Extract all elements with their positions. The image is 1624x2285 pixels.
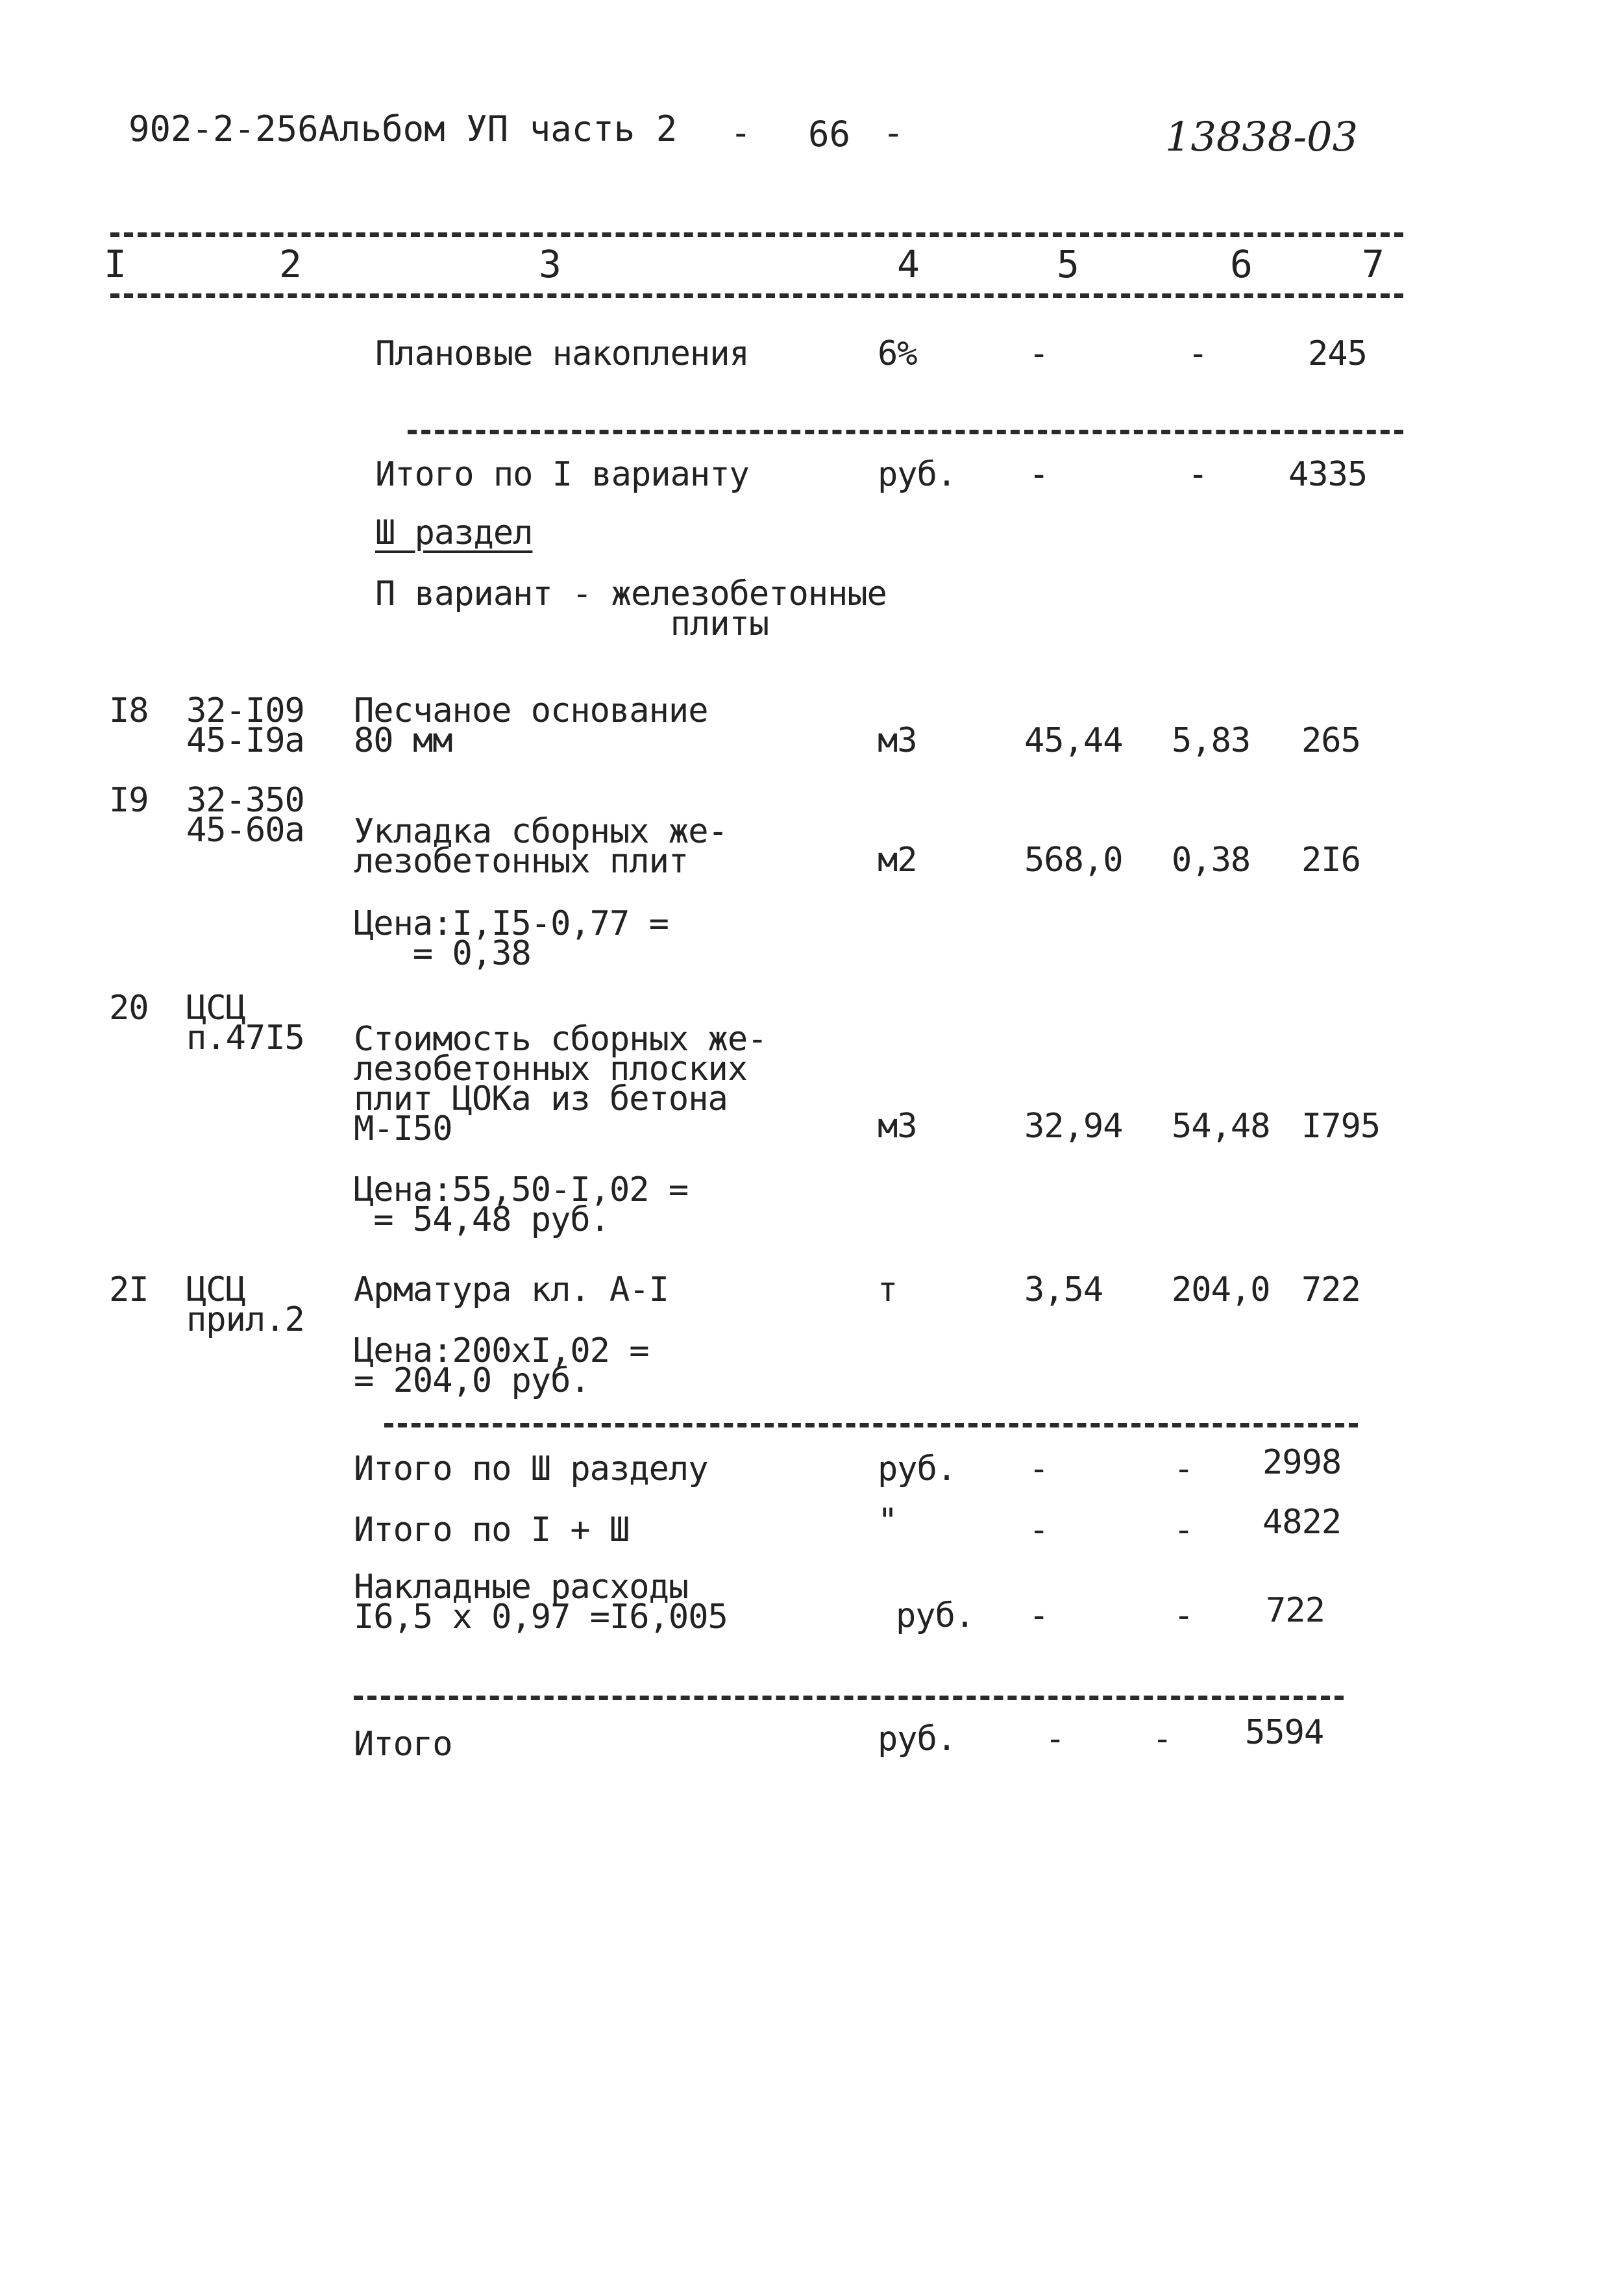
item-price: 5,83 [1172,721,1251,760]
overhead-name: Накладные расходы I6,5 х 0,97 =I6,005 [354,1568,728,1637]
album-reference: 902-2-256Альбом УП часть 2 [129,108,678,149]
subtotal-v1-qty: - [1029,455,1049,494]
item-unit: м3 [878,721,917,760]
item-price: 54,48 [1172,1107,1270,1146]
archive-number: 13838-03 [1165,113,1359,160]
item-number: 2I [109,1270,149,1309]
item-name: Песчаное основание 80 мм [354,691,708,760]
table-top-rule [110,232,1403,237]
overhead-price: - [1174,1596,1194,1635]
column-number: 2 [279,242,302,286]
item-code: ЦСЦ п.47I5 [186,989,304,1057]
planned-savings-unit: 6% [878,334,917,373]
item-name: Арматура кл. А-I [354,1270,669,1309]
column-number: 7 [1362,242,1384,286]
column-number: 5 [1057,242,1079,286]
grand-total-price: - [1152,1720,1172,1759]
item-unit: м3 [878,1107,917,1146]
section-variant: П вариант - железобетонные плиты [375,574,887,643]
page-number: 66 [808,114,851,154]
item-number: 20 [109,989,149,1028]
section-total-price: - [1174,1450,1194,1488]
column-number: 3 [539,242,561,286]
subtotal-rule [408,430,1403,434]
item-qty: 45,44 [1024,721,1123,760]
item-qty: 32,94 [1024,1107,1123,1146]
overhead-unit: руб. [896,1596,975,1635]
item-total: 265 [1301,721,1360,760]
combined-total-price: - [1174,1511,1194,1550]
grand-total-name: Итого [354,1725,452,1764]
planned-savings-qty: - [1029,334,1049,373]
section-total-rule [384,1423,1358,1427]
column-number: 4 [897,242,920,286]
combined-total-qty: - [1029,1511,1049,1550]
column-number: I [104,242,127,286]
overhead-total: 722 [1266,1591,1325,1630]
combined-total-total: 4822 [1262,1503,1342,1542]
subtotal-v1-name: Итого по I варианту [375,455,749,494]
combined-total-name: Итого по I + Ш [354,1511,630,1550]
section-total-qty: - [1029,1450,1049,1488]
planned-savings-total: 245 [1308,334,1367,373]
subtotal-v1-unit: руб. [878,455,957,494]
item-code: 32-350 45-60a [186,781,304,850]
item-price-note: Цена:200хI,02 = = 204,0 руб. [354,1331,649,1400]
item-total: 2I6 [1301,841,1360,880]
overhead-qty: - [1029,1596,1049,1635]
item-total: 722 [1301,1270,1360,1309]
section-total-total: 2998 [1262,1443,1342,1482]
grand-total-unit: руб. [878,1720,957,1759]
item-number: I9 [109,781,149,820]
page-dash-right: - [883,112,904,153]
item-price: 204,0 [1172,1270,1270,1309]
planned-savings-name: Плановые накопления [375,334,749,373]
item-number: I8 [109,691,149,730]
item-qty: 3,54 [1024,1270,1103,1309]
combined-total-unit: " [878,1501,898,1540]
section-total-name: Итого по Ш разделу [354,1450,708,1488]
item-price-note: Цена:55,50-I,02 = = 54,48 руб. [354,1170,689,1239]
item-code: 32-I09 45-I9a [186,691,304,760]
table-header-rule [110,293,1403,298]
column-number: 6 [1230,242,1253,286]
item-unit: м2 [878,841,917,880]
page-dash-left: - [730,112,752,153]
item-name: Укладка сборных же- лезобетонных плит [354,812,728,881]
item-total: I795 [1301,1107,1381,1146]
item-qty: 568,0 [1024,841,1123,880]
item-unit: т [878,1270,898,1309]
section-title: Ш раздел [375,513,533,552]
subtotal-v1-price: - [1188,455,1208,494]
item-price-note: Цена:I,I5-0,77 = = 0,38 [354,904,669,973]
item-name: Стоимость сборных же- лезобетонных плоских плит ЦОКа из бетона М-I50 [354,1020,767,1148]
grand-total-rule [354,1696,1344,1700]
item-price: 0,38 [1172,841,1251,880]
subtotal-v1-total: 4335 [1288,455,1368,494]
planned-savings-price: - [1188,334,1208,373]
grand-total-total: 5594 [1245,1713,1324,1752]
section-total-unit: руб. [878,1450,957,1488]
grand-total-qty: - [1045,1720,1065,1759]
item-code: ЦСЦ прил.2 [186,1270,304,1339]
